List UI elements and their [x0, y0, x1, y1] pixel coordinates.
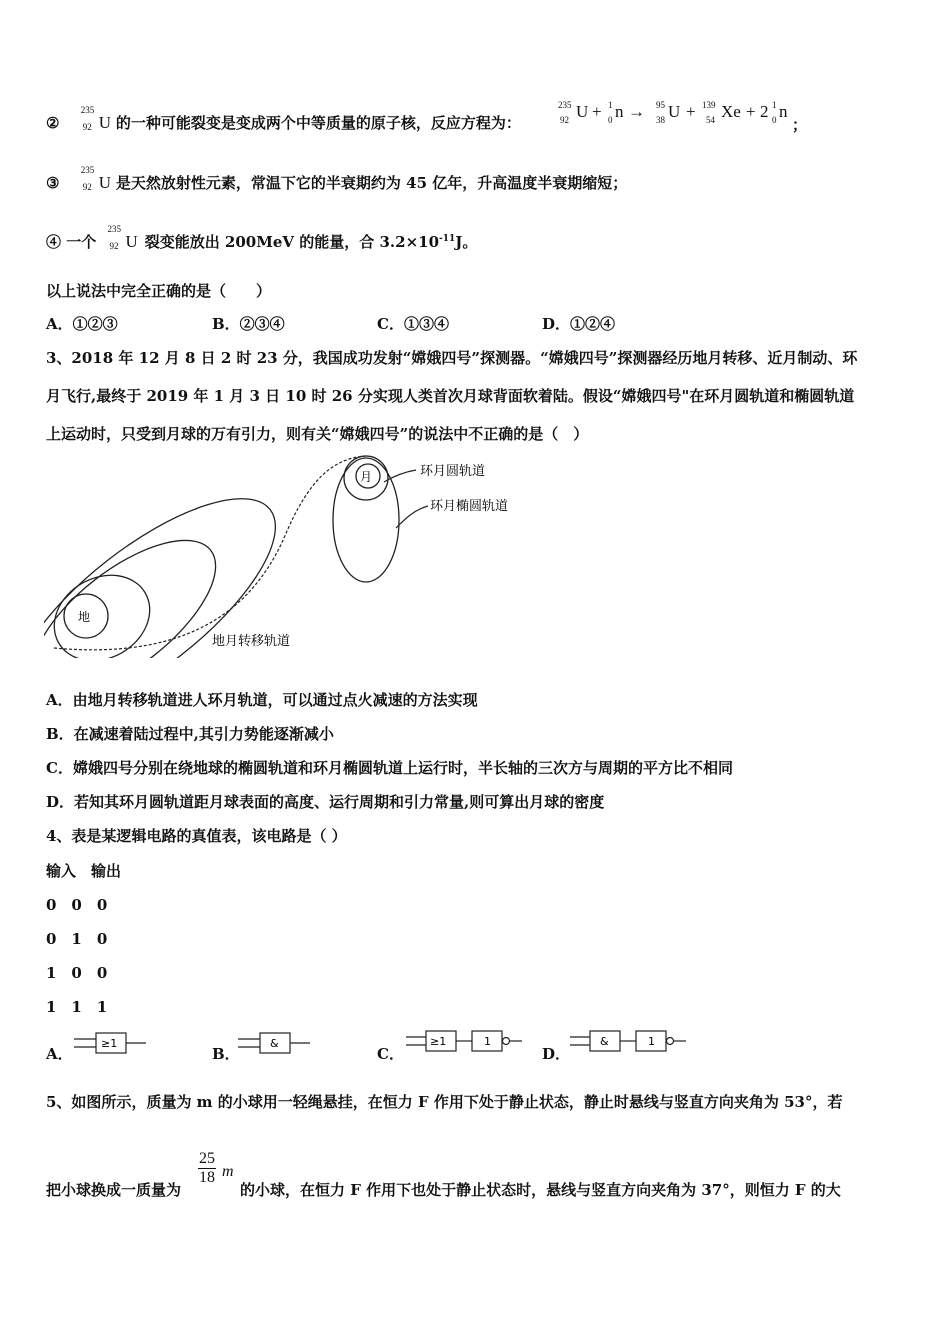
exponent: -11	[439, 234, 456, 244]
q4-title: 4、表是某逻辑电路的真值表，该电路是（ ）	[46, 827, 347, 845]
q3-option-d[interactable]: D．若知其环月圆轨道距月球表面的高度、运行周期和引力常量,则可算出月球的密度	[46, 793, 605, 811]
statement-text: 的一种可能裂变是变成两个中等质量的原子核，反应方程为：	[115, 114, 521, 132]
svg-text:&: &	[600, 1035, 609, 1048]
or-gate-icon	[74, 1030, 150, 1056]
fraction-variable: m	[222, 1163, 234, 1180]
truth-table-row: 0 1 0	[46, 930, 108, 948]
q5-line-2a: 把小球换成一质量为	[46, 1181, 182, 1199]
option-c[interactable]: C．①③④	[377, 315, 449, 333]
svg-text:≥1: ≥1	[430, 1035, 447, 1048]
and-gate-icon	[238, 1030, 314, 1056]
statement-text: 裂变能放出 200MeV 的能量，合 3.2×10	[144, 233, 440, 251]
option-a[interactable]: A．①②③	[46, 315, 118, 333]
earth-orbit-middle	[44, 512, 240, 658]
moon-label: 月	[360, 470, 373, 484]
fraction-denominator: 18	[199, 1169, 215, 1186]
option-b[interactable]: B．②③④	[212, 315, 285, 333]
statement-number: ③	[46, 174, 60, 192]
transfer-orbit-label: 地月转移轨道	[212, 634, 291, 649]
svg-text:&: &	[270, 1037, 279, 1050]
statement-number: ④ 一个	[46, 233, 97, 251]
q3-option-a[interactable]: A．由地月转移轨道进人环月轨道，可以通过点火减速的方法实现	[46, 691, 478, 709]
gate-option-b[interactable]: B．	[212, 1045, 240, 1063]
option-d[interactable]: D．①②④	[542, 315, 616, 333]
orbit-diagram	[44, 448, 544, 658]
elliptical-orbit-label: 环月椭圆轨道	[430, 499, 509, 514]
truth-table-header: 输入 输出	[46, 862, 122, 880]
gate-option-a[interactable]: A．	[46, 1045, 73, 1063]
q3-line-3: 上运动时，只受到月球的万有引力，则有关“嫦娥四号”的说法中不正确的是（ ）	[46, 425, 589, 443]
gate-option-d[interactable]: D．	[542, 1045, 571, 1063]
earth-orbit-outer	[44, 462, 307, 658]
statement-3	[46, 165, 628, 193]
gate-option-c[interactable]: C．	[377, 1045, 404, 1063]
statement-text: 是天然放射性元素，常温下它的半衰期约为 45 亿年，升高温度半衰期缩短；	[115, 174, 628, 192]
svg-text:1: 1	[484, 1035, 491, 1048]
question-stem: 以上说法中完全正确的是（ ）	[46, 282, 272, 300]
statement-2	[46, 105, 521, 133]
earth-label: 地	[78, 610, 91, 624]
statement-number: ②	[46, 114, 60, 132]
truth-table-row: 1 1 1	[46, 998, 108, 1016]
q3-option-b[interactable]: B．在减速着陆过程中,其引力势能逐渐减小	[46, 725, 334, 743]
transfer-orbit-line	[54, 456, 366, 650]
nuclide-u235: 235 92 U	[80, 105, 111, 132]
fraction-numerator: 25	[199, 1150, 215, 1167]
circular-orbit-label: 环月圆轨道	[420, 464, 486, 479]
unit: J。	[455, 233, 478, 251]
statement-4	[46, 224, 478, 252]
truth-table-row: 1 0 0	[46, 964, 108, 982]
leader-elliptical	[396, 506, 428, 528]
q3-line-2: 月飞行,最终于 2019 年 1 月 3 日 10 时 26 分实现人类首次月球背面软着陆。假设“嫦娥四号"在环月圆轨道和椭圆轨道	[46, 387, 855, 405]
fission-equation: 235 92 U + 1 0 n → 95 38 U + 139 54 Xe + 2 1 0 n	[558, 100, 788, 125]
nand-gate-icon	[570, 1028, 690, 1054]
nuclide-u235: 235 92 U	[107, 224, 138, 251]
statement-2-end: ；	[792, 116, 808, 134]
q5-line-1: 5、如图所示，质量为 m 的小球用一轻绳悬挂，在恒力 F 作用下处于静止状态，静止时悬线与竖直方向夹角为 53°，若	[46, 1093, 843, 1111]
q3-line-1: 3、2018 年 12 月 8 日 2 时 23 分，我国成功发射“嫦娥四号”探测器。“嫦娥四号”探测器经历地月转移、近月制动、环	[46, 349, 858, 367]
nuclide-u235: 235 92 U	[80, 165, 111, 192]
fraction	[198, 1150, 216, 1187]
q5-line-2b: 的小球，在恒力 F 作用下也处于静止状态时，悬线与竖直方向夹角为 37°，则恒力 F 的大	[240, 1181, 841, 1199]
truth-table-row: 0 0 0	[46, 896, 108, 914]
nor-gate-icon	[406, 1028, 526, 1054]
svg-text:≥1: ≥1	[101, 1037, 118, 1050]
q3-option-c[interactable]: C．嫦娥四号分别在绕地球的椭圆轨道和环月椭圆轨道上运行时，半长轴的三次方与周期的平方比不相同	[46, 759, 733, 777]
svg-text:1: 1	[648, 1035, 655, 1048]
